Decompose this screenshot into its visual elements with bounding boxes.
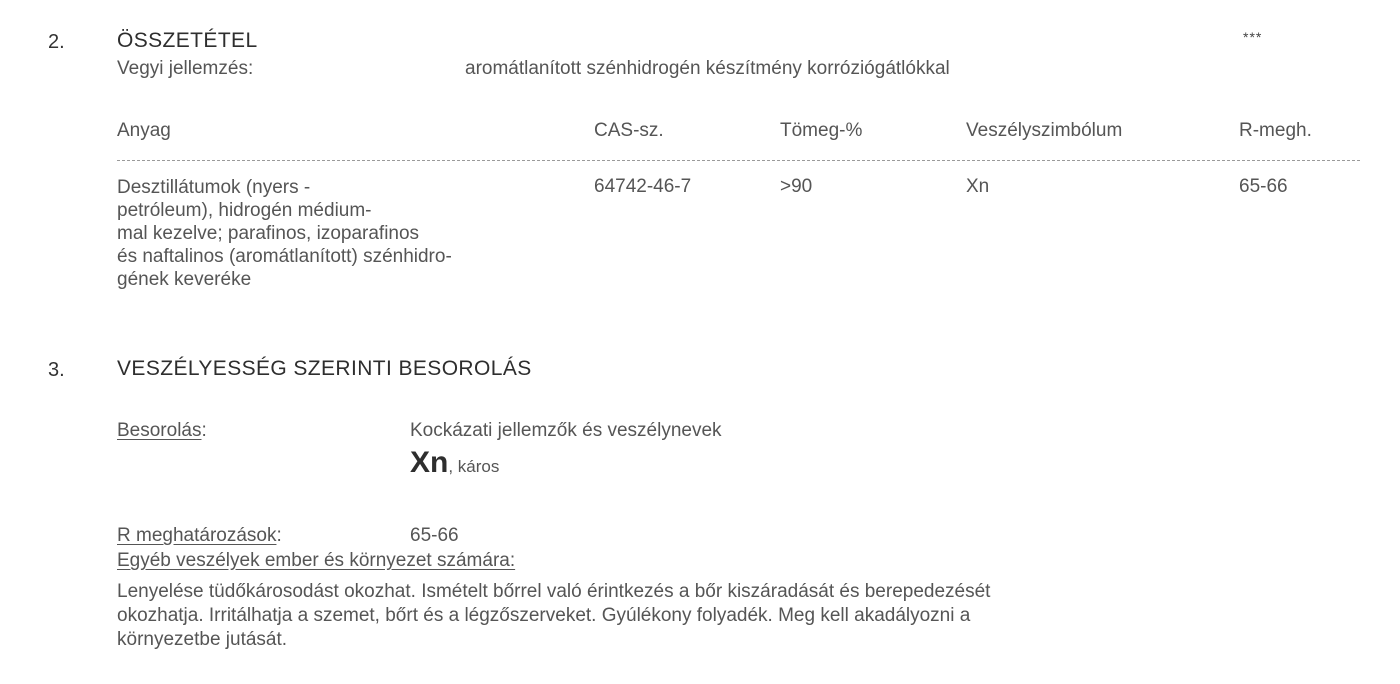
section-2-title: ÖSSZETÉTEL (117, 29, 258, 52)
r-label-wrap (117, 525, 282, 547)
hazard-symbol: Xn (410, 446, 449, 479)
col-header-szimbolum: Veszélyszimbólum (966, 120, 1123, 141)
cell-szimbolum: Xn (966, 176, 990, 197)
r-value: 65-66 (410, 525, 459, 546)
cell-r: 65-66 (1239, 176, 1288, 197)
besorolas-label: Besorolás (117, 420, 202, 441)
col-header-anyag: Anyag (117, 120, 171, 141)
cell-cas: 64742-46-7 (594, 176, 692, 197)
revision-stars: *** (1243, 29, 1263, 45)
hazard-symbol-line (410, 446, 499, 480)
col-header-r: R-megh. (1239, 120, 1312, 141)
besorolas-label-wrap (117, 420, 207, 442)
chem-char-value: aromátlanított szénhidrogén készítmény korróziógátlókkal (465, 58, 950, 79)
other-hazards-label: Egyéb veszélyek ember és környezet számára: (117, 550, 516, 571)
r-colon: : (276, 525, 282, 546)
chem-char-label: Vegyi jellemzés: (117, 58, 254, 79)
hazard-symbol-suffix: , káros (448, 457, 500, 476)
besorolas-value: Kockázati jellemzők és veszélynevek (410, 420, 722, 441)
r-label: R meghatározások (117, 525, 277, 546)
section-3-title: VESZÉLYESSÉG SZERINTI BESOROLÁS (117, 357, 532, 380)
section-3-number: 3. (48, 359, 65, 381)
besorolas-colon: : (201, 420, 207, 441)
col-header-cas: CAS-sz. (594, 120, 664, 141)
table-divider (117, 160, 1360, 161)
col-header-tomeg: Tömeg-% (780, 120, 863, 141)
cell-anyag: Desztillátumok (nyers - petróleum), hidrogén médium- mal kezelve; parafinos, izoparafinos és naftalinos (aromátlanított) szénhidro- gének keveréke (117, 177, 452, 290)
section-2-number: 2. (48, 31, 65, 53)
other-hazards-text: Lenyelése tüdőkárosodást okozhat. Ismételt bőrrel való érintkezés a bőr kiszáradását és berepedezését okozhatja. Irritálhatja a szemet, bőrt és a légzőszerveket. Gyúlékony folyadék. Meg kell akadályozni a környezetbe jutását. (117, 581, 991, 650)
cell-tomeg: >90 (780, 176, 813, 197)
